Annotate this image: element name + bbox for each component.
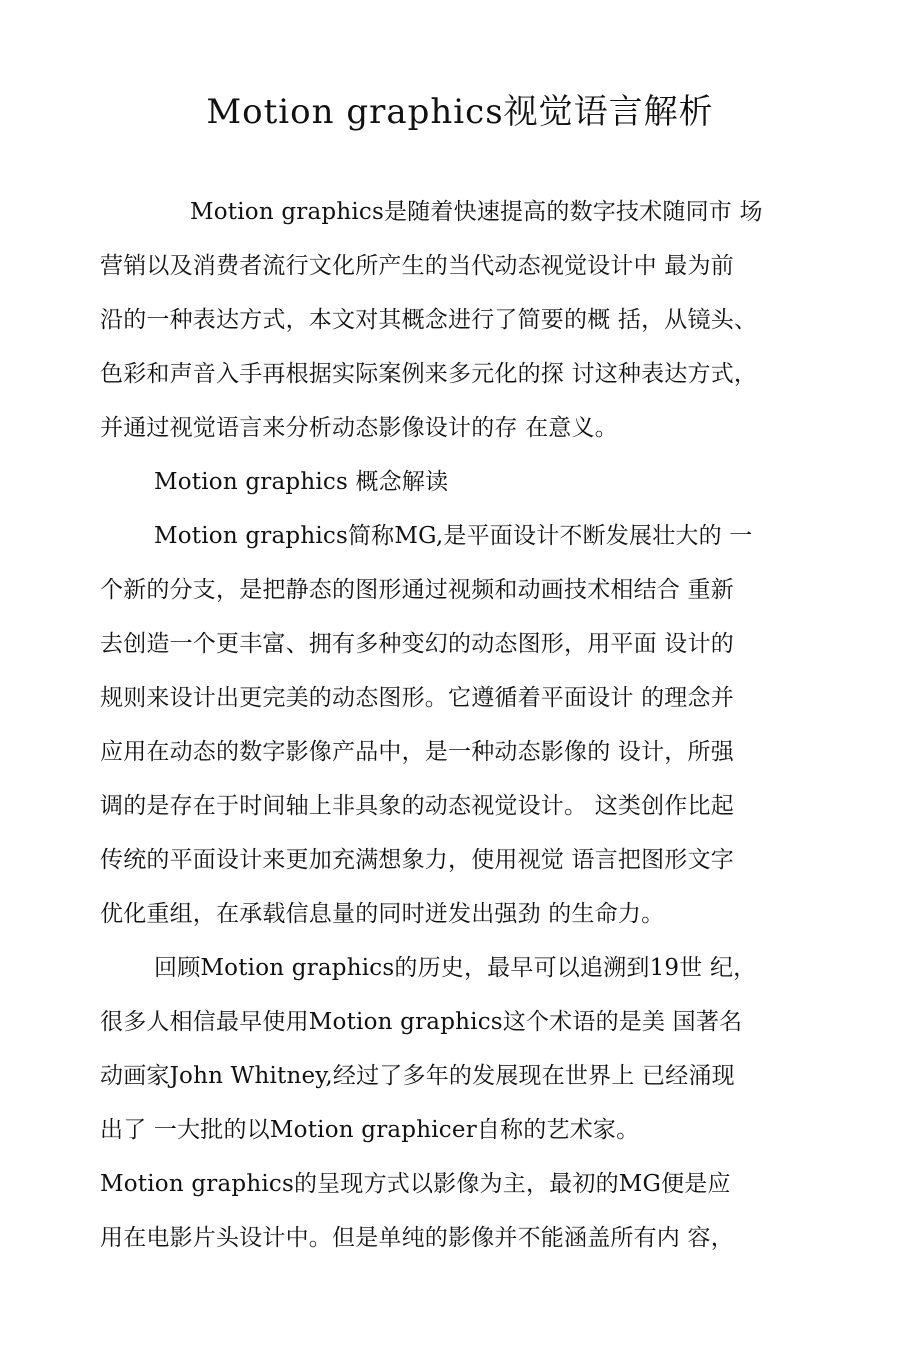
paragraph-line: 沿的一种表达方式，本文对其概念进行了简要的概 括，从镜头、 (100, 307, 758, 333)
paragraph-line: 色彩和声音入手再根据实际案例来多元化的探 讨这种表达方式， (100, 361, 758, 387)
paragraph-line: 规则来设计出更完美的动态图形。它遵循着平面设计 的理念并 (100, 685, 734, 711)
paragraph-line: 回顾Motion graphics的历史，最早可以追溯到19世 纪， (154, 955, 757, 981)
document-title: Motion graphics视觉语言解析 (206, 92, 714, 132)
paragraph-line: Motion graphics是随着快速提高的数字技术随同市 场 (190, 199, 763, 225)
paragraph-line: 很多人相信最早使用Motion graphics这个术语的是美 国著名 (100, 1009, 743, 1035)
paragraph-line: 应用在动态的数字影像产品中，是一种动态影像的 设计，所强 (100, 739, 734, 765)
paragraph-line: 营销以及消费者流行文化所产生的当代动态视觉设计中 最为前 (100, 253, 734, 279)
paragraph-line: 调的是存在于时间轴上非具象的动态视觉设计。 这类创作比起 (100, 793, 734, 819)
paragraph-line: 传统的平面设计来更加充满想象力，使用视觉 语言把图形文字 (100, 847, 734, 873)
paragraph-line: 并通过视觉语言来分析动态影像设计的存 在意义。 (100, 415, 618, 441)
paragraph-line: 用在电影片头设计中。但是单纯的影像并不能涵盖所有内 容， (100, 1225, 734, 1251)
paragraph-line: 个新的分支，是把静态的图形通过视频和动画技术相结合 重新 (100, 577, 734, 603)
section-heading: Motion graphics 概念解读 (154, 469, 449, 495)
paragraph-line: Motion graphics的呈现方式以影像为主，最初的MG便是应 (100, 1171, 731, 1197)
paragraph-line: 优化重组，在承载信息量的同时迸发出强劲 的生命力。 (100, 901, 665, 927)
paragraph-line: 出了 一大批的以Motion graphicer自称的艺术家。 (100, 1117, 640, 1143)
paragraph-line: 动画家John Whitney,经过了多年的发展现在世界上 已经涌现 (100, 1063, 735, 1089)
paragraph-line: Motion graphics简称MG,是平面设计不断发展壮大的 一 (154, 523, 753, 549)
paragraph-line: 去创造一个更丰富、拥有多种变幻的动态图形，用平面 设计的 (100, 631, 734, 657)
